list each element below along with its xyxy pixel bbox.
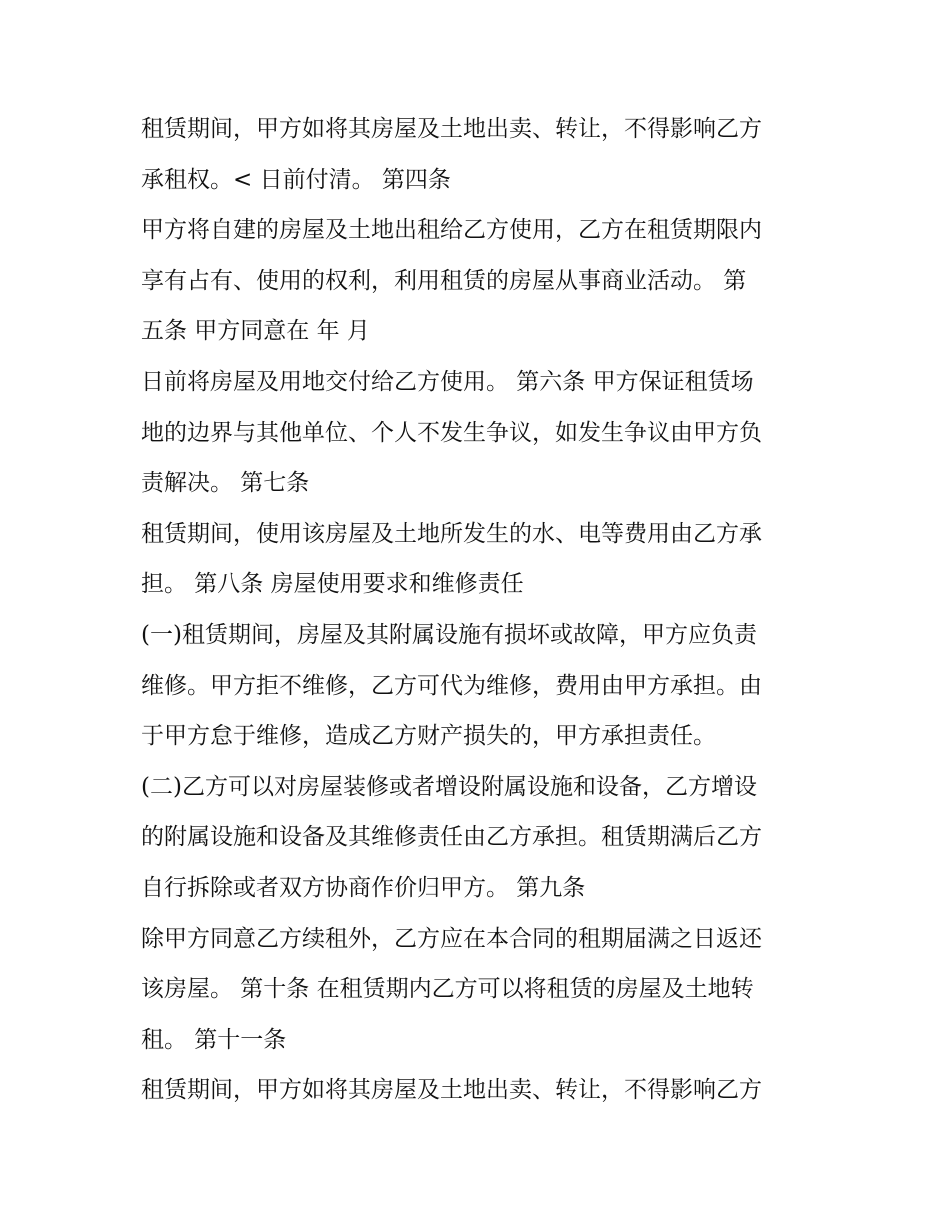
document-body bbox=[141, 104, 831, 1116]
text-line: 租。 第十一条 bbox=[141, 1026, 287, 1053]
text-line: 除甲方同意乙方续租外，乙方应在本合同的租期届满之日返还 bbox=[141, 925, 762, 952]
text-line: 甲方将自建的房屋及土地出租给乙方使用，乙方在租赁期限内 bbox=[141, 217, 762, 244]
text-line: 享有占有、使用的权利，利用租赁的房屋从事商业活动。 第 bbox=[141, 267, 747, 294]
text-line: 承租权。< 日前付清。 第四条 bbox=[141, 166, 451, 193]
text-line: (二)乙方可以对房屋装修或者增设附属设施和设备，乙方增设 bbox=[141, 773, 757, 800]
text-line: 租赁期间，甲方如将其房屋及土地出卖、转让，不得影响乙方 bbox=[141, 1077, 762, 1104]
text-line: 租赁期间，使用该房屋及土地所发生的水、电等费用由乙方承 bbox=[141, 520, 762, 547]
text-line: 租赁期间，甲方如将其房屋及土地出卖、转让，不得影响乙方 bbox=[141, 116, 762, 142]
text-line: 责解决。 第七条 bbox=[141, 470, 310, 497]
text-line: 地的边界与其他单位、个人不发生争议，如发生争议由甲方负 bbox=[141, 419, 762, 446]
text-line: 的附属设施和设备及其维修责任由乙方承担。租赁期满后乙方 bbox=[141, 824, 762, 851]
text-line: 于甲方怠于维修，造成乙方财产损失的，甲方承担责任。 bbox=[141, 723, 716, 750]
text-line: 担。 第八条 房屋使用要求和维修责任 bbox=[141, 571, 524, 598]
text-line: 五条 甲方同意在 年 月 bbox=[141, 318, 370, 345]
text-line: (一)租赁期间，房屋及其附属设施有损坏或故障，甲方应负责 bbox=[141, 621, 757, 648]
text-line: 日前将房屋及用地交付给乙方使用。 第六条 甲方保证租赁场 bbox=[141, 368, 754, 395]
text-line: 该房屋。 第十条 在租赁期内乙方可以将租赁的房屋及土地转 bbox=[141, 976, 754, 1003]
text-line: 自行拆除或者双方协商作价归甲方。 第九条 bbox=[141, 874, 586, 901]
text-line: 维修。甲方拒不维修，乙方可代为维修，费用由甲方承担。由 bbox=[141, 672, 762, 699]
